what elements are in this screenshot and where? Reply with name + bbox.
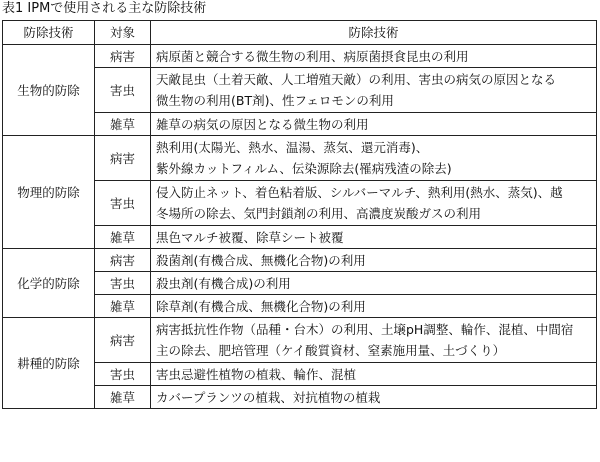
technique-cell: 雑草の病気の原因となる微生物の利用 [151, 113, 597, 136]
technique-cell: 天敵昆虫（土着天敵、人工増殖天敵）の利用、害虫の病気の原因となる 微生物の利用(BT剤)、性フェロモンの利用 [151, 68, 597, 113]
technique-cell: 熱利用(太陽光、熱水、温湯、蒸気、還元消毒)、 紫外線カットフィルム、伝染源除去(罹病残渣の除去) [151, 136, 597, 181]
category-cell: 生物的防除 [3, 45, 95, 136]
technique-cell: 害虫忌避性植物の植栽、輪作、混植 [151, 363, 597, 386]
technique-cell: 侵入防止ネット、着色粘着版、シルバーマルチ、熱利用(熱水、蒸気)、越 冬場所の除去、気門封鎖剤の利用、高濃度炭酸ガスの利用 [151, 181, 597, 226]
technique-cell: 除草剤(有機合成、無機化合物)の利用 [151, 295, 597, 318]
target-cell: 雑草 [95, 386, 151, 409]
table-row [3, 318, 597, 363]
table-caption: 表1 IPMで使用される主な防除技術 [2, 1, 207, 16]
target-cell: 病害 [95, 318, 151, 363]
header-category: 防除技術 [3, 21, 95, 45]
target-cell: 害虫 [95, 363, 151, 386]
technique-cell: 病原菌と競合する微生物の利用、病原菌摂食昆虫の利用 [151, 45, 597, 68]
category-cell: 耕種的防除 [3, 318, 95, 409]
technique-cell: 黒色マルチ被覆、除草シート被覆 [151, 226, 597, 249]
target-cell: 病害 [95, 45, 151, 68]
target-cell: 雑草 [95, 295, 151, 318]
technique-cell: 殺菌剤(有機合成、無機化合物)の利用 [151, 249, 597, 272]
technique-cell: 殺虫剤(有機合成)の利用 [151, 272, 597, 295]
category-cell: 物理的防除 [3, 136, 95, 249]
table-row [3, 45, 597, 68]
target-cell: 雑草 [95, 226, 151, 249]
target-cell: 病害 [95, 136, 151, 181]
target-cell: 害虫 [95, 272, 151, 295]
table-row [3, 136, 597, 181]
target-cell: 害虫 [95, 181, 151, 226]
header-target: 対象 [95, 21, 151, 45]
target-cell: 病害 [95, 249, 151, 272]
technique-cell: 病害抵抗性作物（品種・台木）の利用、土壌pH調整、輪作、混植、中間宿 主の除去、肥培管理（ケイ酸質資材、窒素施用量、土づくり） [151, 318, 597, 363]
ipm-table [2, 20, 597, 409]
target-cell: 害虫 [95, 68, 151, 113]
header-row [3, 21, 597, 45]
technique-cell: カバープランツの植栽、対抗植物の植栽 [151, 386, 597, 409]
category-cell: 化学的防除 [3, 249, 95, 318]
table-row [3, 249, 597, 272]
header-technique: 防除技術 [151, 21, 597, 45]
target-cell: 雑草 [95, 113, 151, 136]
